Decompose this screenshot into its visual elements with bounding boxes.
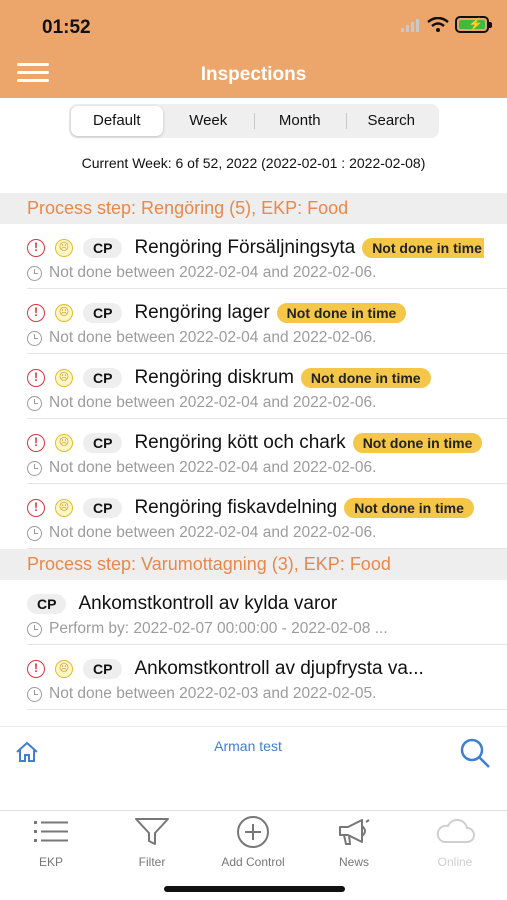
clock-icon xyxy=(27,396,42,411)
battery-icon: ⚡ xyxy=(455,16,489,33)
item-title: Ankomstkontroll av djupfrysta va... xyxy=(134,658,424,679)
status-badge: Not done in time xyxy=(344,498,474,518)
status-badge: Not done in time xyxy=(362,238,484,258)
cp-badge: CP xyxy=(83,238,122,258)
wifi-icon xyxy=(427,17,449,33)
sad-face-icon: ☹ xyxy=(55,499,73,517)
alert-icon: ! xyxy=(27,434,45,452)
alert-icon: ! xyxy=(27,499,45,517)
sad-face-icon: ☹ xyxy=(55,369,73,387)
clock-icon xyxy=(27,687,42,702)
cp-badge: CP xyxy=(83,498,122,518)
status-badge: Not done in time xyxy=(301,368,431,388)
cp-badge: CP xyxy=(83,433,122,453)
item-subtitle: Not done between 2022-02-04 and 2022-02-06. xyxy=(49,459,377,476)
alert-icon: ! xyxy=(27,369,45,387)
list-item[interactable] xyxy=(27,580,507,645)
tab-ekp-label: EKP xyxy=(38,855,63,869)
item-header-row xyxy=(27,301,484,325)
tab-add-control-label: Add Control xyxy=(221,855,285,869)
item-subtitle-row xyxy=(27,620,484,638)
list-item[interactable] xyxy=(27,484,507,549)
item-title: Ankomstkontroll av kylda varor xyxy=(78,593,338,614)
cp-badge: CP xyxy=(27,594,66,614)
page-title: Inspections xyxy=(200,64,307,85)
section-header: Process step: Varumottagning (3), EKP: Food xyxy=(0,549,507,580)
list-item[interactable] xyxy=(27,289,507,354)
filter-icon xyxy=(134,817,170,847)
tab-ekp[interactable] xyxy=(1,815,101,869)
clock-icon xyxy=(27,331,42,346)
add-circle-icon xyxy=(236,815,270,849)
item-header-row xyxy=(27,366,484,390)
item-subtitle-row xyxy=(27,264,484,282)
item-header-row xyxy=(27,236,484,260)
status-badge: Not done in time xyxy=(353,433,483,453)
tab-news-label: News xyxy=(338,855,369,869)
sad-face-icon: ☹ xyxy=(55,304,73,322)
list-item[interactable] xyxy=(27,645,507,710)
status-time: 01:52 xyxy=(42,17,91,38)
current-week-label: Current Week: 6 of 52, 2022 (2022-02-01 : 2022-02-08) xyxy=(81,155,426,171)
item-subtitle: Not done between 2022-02-03 and 2022-02-05. xyxy=(49,685,377,702)
item-subtitle-row xyxy=(27,685,484,703)
item-subtitle: Perform by: 2022-02-07 00:00:00 - 2022-02-08 ... xyxy=(49,620,388,637)
segment-month[interactable] xyxy=(254,106,346,136)
tab-add-control[interactable] xyxy=(203,815,303,869)
item-subtitle-row xyxy=(27,524,484,542)
user-name-link[interactable]: Arman test xyxy=(214,738,282,754)
item-subtitle: Not done between 2022-02-04 and 2022-02-06. xyxy=(49,524,377,541)
clock-icon xyxy=(27,622,42,637)
cp-badge: CP xyxy=(83,303,122,323)
segment-default[interactable]: Default xyxy=(71,106,163,136)
item-title: Rengöring Försäljningsyta xyxy=(134,237,356,258)
search-icon[interactable] xyxy=(459,737,491,769)
tab-news[interactable] xyxy=(304,815,404,869)
item-header-row xyxy=(27,592,484,616)
item-header-row xyxy=(27,496,484,520)
item-title: Rengöring diskrum xyxy=(134,367,294,388)
alert-icon: ! xyxy=(27,660,45,678)
header xyxy=(0,0,507,98)
tab-filter[interactable] xyxy=(102,815,202,869)
clock-icon xyxy=(27,461,42,476)
item-title: Rengöring lager xyxy=(134,302,270,323)
home-indicator xyxy=(164,886,345,892)
segment-month-label: Month xyxy=(278,112,321,129)
item-header-row xyxy=(27,657,484,681)
tab-online[interactable] xyxy=(405,815,505,869)
segment-search-label: Search xyxy=(367,112,416,129)
cp-badge: CP xyxy=(83,368,122,388)
status-icons xyxy=(401,16,489,33)
action-bar xyxy=(0,726,507,810)
cloud-icon xyxy=(434,818,476,846)
item-subtitle: Not done between 2022-02-04 and 2022-02-06. xyxy=(49,264,377,281)
list-icon xyxy=(34,819,68,845)
clock-icon xyxy=(27,266,42,281)
item-subtitle-row xyxy=(27,394,484,412)
item-subtitle: Not done between 2022-02-04 and 2022-02-06. xyxy=(49,329,377,346)
item-subtitle-row xyxy=(27,329,484,347)
section-header: Process step: Rengöring (5), EKP: Food xyxy=(0,193,507,224)
segment-week[interactable]: Week xyxy=(189,112,228,129)
sad-face-icon: ☹ xyxy=(55,239,73,257)
status-badge: Not done in time xyxy=(277,303,407,323)
cp-badge: CP xyxy=(83,659,122,679)
tab-online-label: Online xyxy=(437,855,473,869)
item-title: Rengöring fiskavdelning xyxy=(134,497,338,518)
signal-icon xyxy=(401,18,421,32)
list-item[interactable] xyxy=(27,354,507,419)
item-subtitle-row xyxy=(27,459,484,477)
item-subtitle: Not done between 2022-02-04 and 2022-02-06. xyxy=(49,394,377,411)
segment-search[interactable] xyxy=(346,106,438,136)
sad-face-icon: ☹ xyxy=(55,660,73,678)
inspection-list xyxy=(0,193,507,726)
list-item[interactable] xyxy=(27,419,507,484)
list-item[interactable] xyxy=(27,224,507,289)
tab-filter-label: Filter xyxy=(138,855,166,869)
megaphone-icon xyxy=(336,817,372,847)
clock-icon xyxy=(27,526,42,541)
view-segmented-control xyxy=(69,104,439,138)
item-title: Rengöring kött och chark xyxy=(134,432,346,453)
alert-icon: ! xyxy=(27,304,45,322)
sad-face-icon: ☹ xyxy=(55,434,73,452)
item-header-row xyxy=(27,431,484,455)
alert-icon: ! xyxy=(27,239,45,257)
